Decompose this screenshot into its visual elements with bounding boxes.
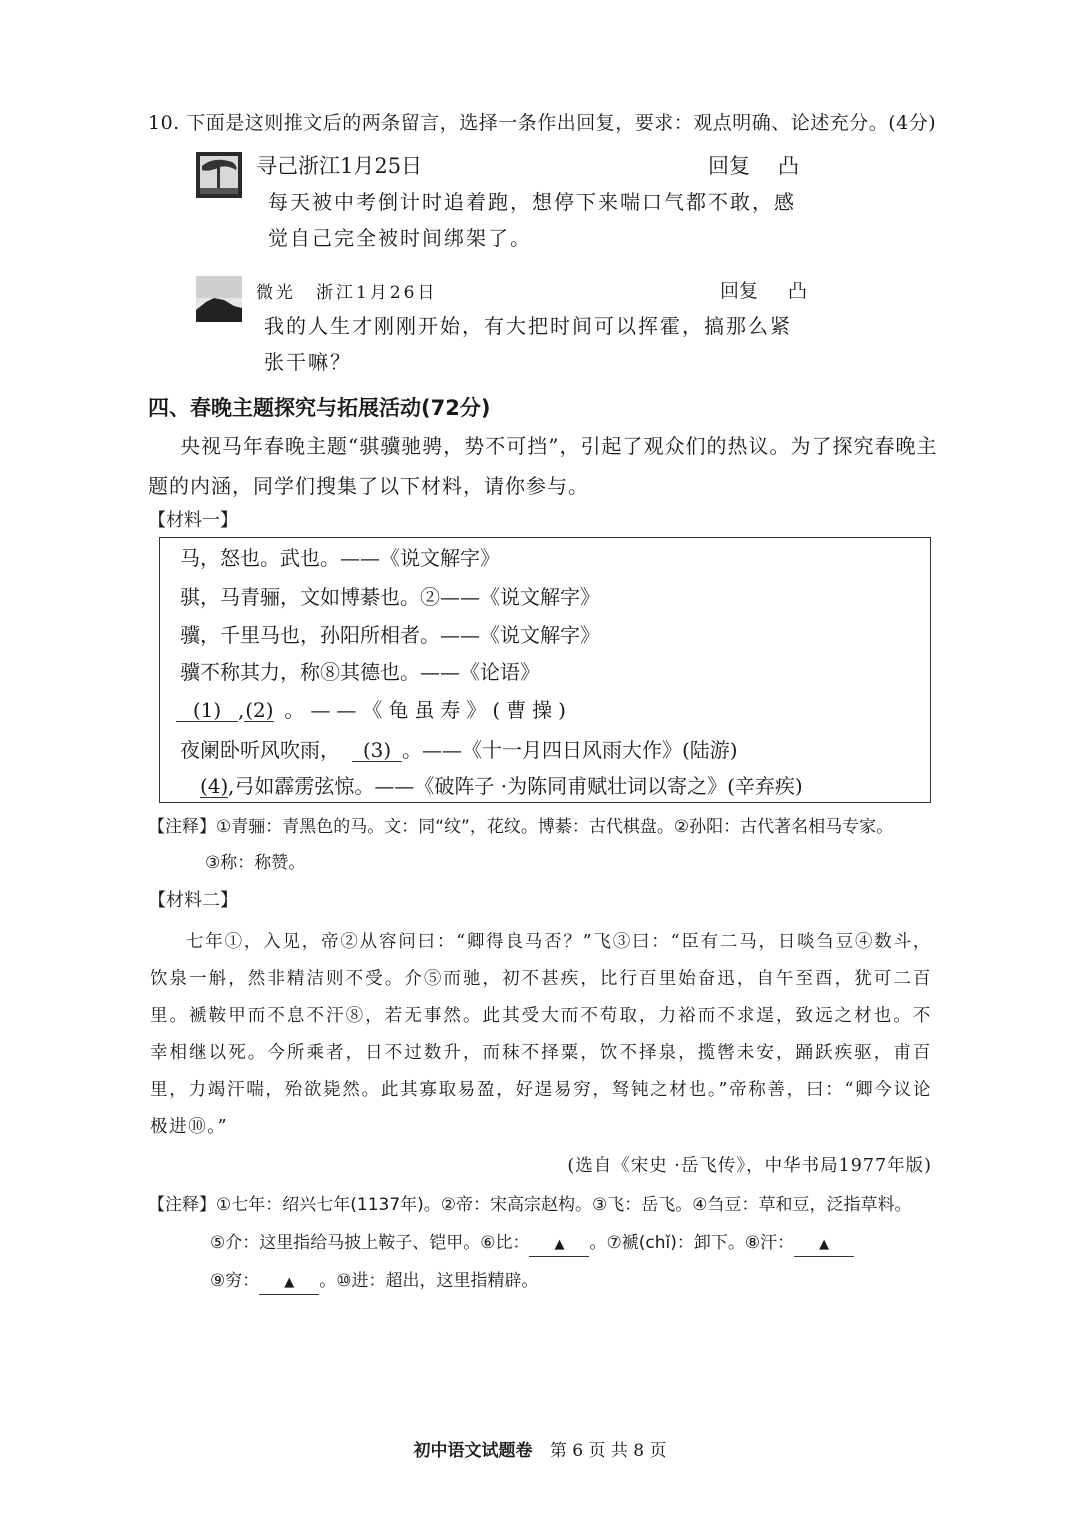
poem-line-xinqiji	[200, 770, 803, 799]
poem-source: 。——《十一月四日风雨大作》(陆游)	[402, 738, 738, 762]
poem-line-guisuishou	[176, 694, 572, 723]
reply-button[interactable]: 回复	[708, 154, 750, 178]
material-2-text: 七年①，入见，帝②从容问曰：“卿得良马否？”飞③曰：“臣有二马，日啖刍豆④数斗，饮泉一斛，然非精洁则不受。介⑤而驰，初不甚疾，比行百里始奋迅，自午至酉，犹可二百里。褫鞍甲而不息不汗⑧，若无事然。此其受大而不苟取，力裕而不求逞，致远之材也。不幸相继以死。今所乘者，日不过数升，而秣不择粟，饮不择泉，揽辔未安，踊跃疾驱，甫百里，力竭汗喘，殆欲毙然。此其寡取易盈，好逞易穷，驽钝之材也。”帝称善，曰：“卿今议论极进⑩。”	[150, 932, 932, 1137]
blank-1[interactable]: (1)	[176, 699, 238, 722]
like-icon[interactable]: 凸	[778, 154, 799, 178]
avatar-mountain-icon	[196, 276, 242, 322]
like-icon[interactable]: 凸	[788, 280, 808, 302]
note-text: 。⑩进：超出，这里指精辟。	[319, 1271, 539, 1291]
note-text: ⑤介：这里指给马披上鞍子、铠甲。⑥比：	[210, 1233, 530, 1253]
comment-text: 我的人生才刚刚开始，有大把时间可以挥霍，搞那么紧张干嘛？	[264, 314, 792, 374]
material-1-box	[159, 537, 931, 803]
comment-meta: 寻己浙江1月25日	[256, 154, 423, 178]
avatar-tree-icon	[196, 152, 242, 198]
comment-text: 每天被中考倒计时追着跑，想停下来喘口气都不敢，感觉自己完全被时间绑架了。	[268, 190, 796, 250]
blank-3[interactable]: (3)	[352, 739, 402, 762]
note-2-line-1: 【注释】①七年：绍兴七年(1137年)。②帝：宋高宗赵构。③飞：岳飞。④刍豆：草和豆，泛指草料。	[148, 1195, 912, 1215]
note-2-line-2	[210, 1228, 854, 1257]
footer-pages: 第 6 页 共 8 页	[549, 1441, 667, 1461]
poem-source: 。——《龟虽寿》(曹操)	[284, 698, 572, 722]
answer-blank-9[interactable]: ▲	[259, 1272, 319, 1295]
material-line: 骥不称其力，称⑧其德也。——《论语》	[180, 660, 540, 684]
blank-4[interactable]: (4)	[200, 774, 229, 798]
poem-line-luyou	[180, 734, 738, 763]
material-line: 骥，千里马也，孙阳所相者。——《说文解字》	[180, 623, 600, 647]
note-2-line-3	[210, 1266, 539, 1295]
note-text: 。⑦褫(chǐ)：卸下。⑧汗：	[589, 1233, 795, 1253]
material-1-tag: 【材料一】	[148, 510, 238, 531]
answer-blank-6[interactable]: ▲	[529, 1234, 589, 1257]
material-line: 马，怒也。武也。——《说文解字》	[180, 546, 500, 570]
poem-source: ,弓如霹雳弦惊。——《破阵子 ·为陈同甫赋壮词以寄之》(辛弃疾)	[228, 774, 803, 798]
section-intro: 央视马年春晚主题“骐骥驰骋，势不可挡”，引起了观众们的热议。为了探究春晚主题的内涵，同学们搜集了以下材料，请你参与。	[148, 434, 938, 498]
note-1-line-2: ③称：称赞。	[205, 853, 306, 873]
comment-1	[196, 150, 836, 260]
blank-2[interactable]: (2)	[245, 698, 274, 722]
comma: ,	[238, 698, 245, 722]
comment-2	[196, 276, 836, 376]
material-2-source: (选自《宋史 ·岳飞传》，中华书局1977年版)	[567, 1156, 932, 1176]
poem-head: 夜阑卧听风吹雨，	[180, 738, 340, 762]
material-2-tag: 【材料二】	[148, 890, 238, 911]
answer-blank-8[interactable]: ▲	[794, 1234, 854, 1257]
page-footer	[0, 1436, 1080, 1461]
footer-title: 初中语文试题卷	[413, 1441, 533, 1461]
section-title: 四、春晚主题探究与拓展活动(72分)	[148, 396, 491, 420]
note-text: ⑨穷：	[210, 1271, 260, 1291]
note-1-line-1: 【注释】①青骊：青黑色的马。文：同“纹”，花纹。博綦：古代棋盘。②孙阳：古代著名相马专家。	[148, 817, 894, 837]
material-line: 骐，马青骊，文如博綦也。②——《说文解字》	[180, 585, 600, 609]
reply-button[interactable]: 回复	[720, 280, 759, 302]
comment-meta: 微光 浙江1月26日	[256, 283, 438, 303]
question-10: 10. 下面是这则推文后的两条留言，选择一条作出回复，要求：观点明确、论述充分。(4分)	[148, 112, 937, 134]
